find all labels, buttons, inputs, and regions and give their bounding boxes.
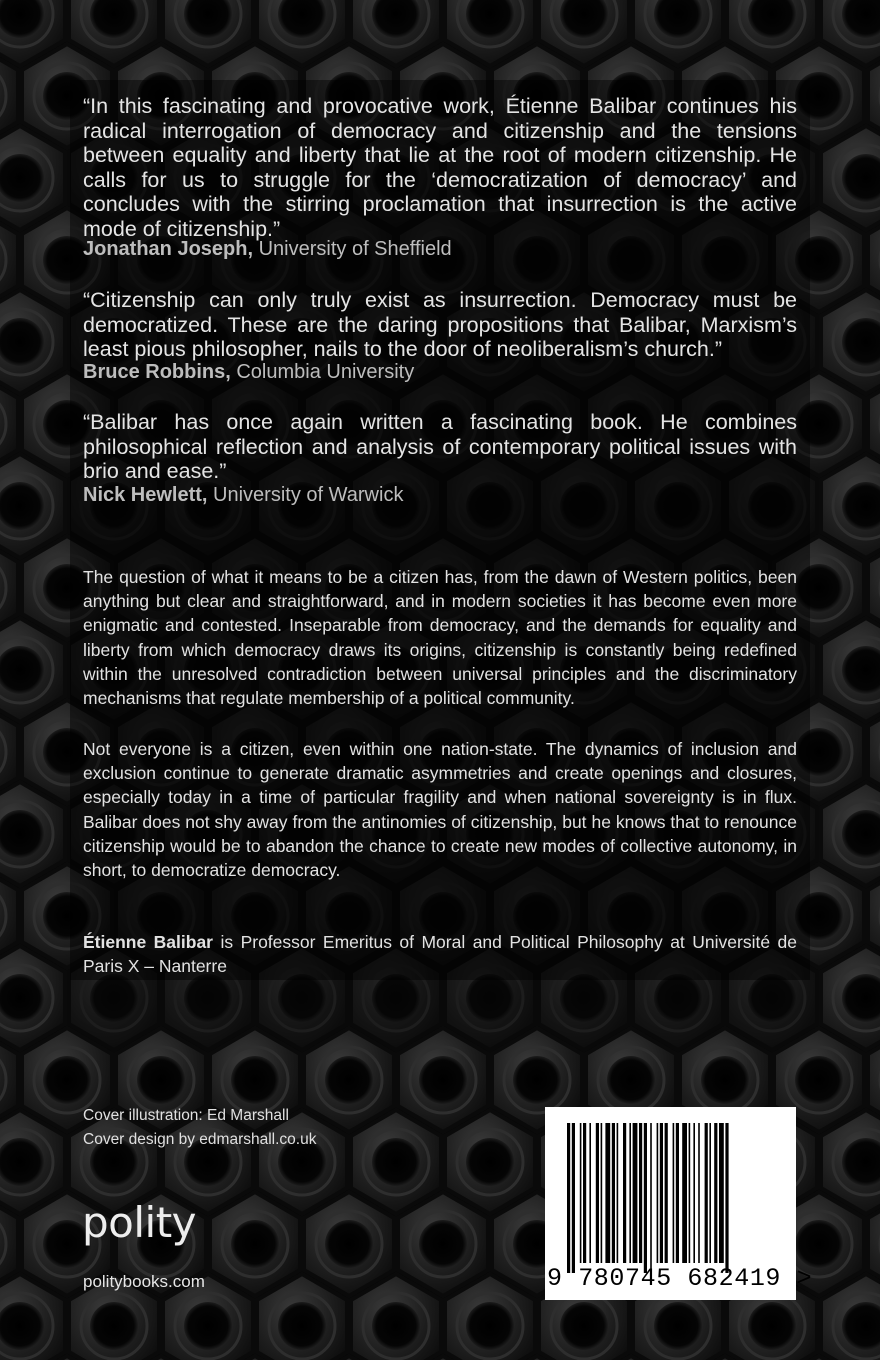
endorsement-attribution-3 [83, 483, 403, 507]
isbn-barcode [545, 1107, 813, 1300]
author-bio-text: is Professor Emeritus of Moral and Political Philosophy at Université de Paris X – Nanterre [83, 932, 797, 977]
barcode-bar [633, 1123, 638, 1263]
barcode-bar [705, 1123, 708, 1263]
barcode-bar [629, 1123, 631, 1263]
barcode-bar [714, 1123, 717, 1263]
barcode-bar [665, 1123, 668, 1263]
barcode-bar [709, 1123, 711, 1263]
barcode-bar [698, 1123, 700, 1263]
cover-illustration-credit: Cover illustration: Ed Marshall [83, 1107, 289, 1124]
barcode-bar [612, 1123, 615, 1263]
barcode-bar [601, 1123, 603, 1263]
barcode-bar [725, 1123, 728, 1273]
barcode-bar [589, 1123, 591, 1263]
endorser-affiliation: University of Sheffield [258, 238, 452, 260]
barcode-bar [660, 1123, 663, 1263]
barcode-bar [693, 1123, 695, 1263]
barcode-bar [639, 1123, 642, 1263]
barcode-bar [623, 1123, 626, 1263]
barcode-bar [572, 1123, 575, 1273]
endorsement-attribution-1 [83, 237, 452, 261]
author-bio [83, 930, 797, 978]
blurb-paragraph-1: The question of what it means to be a citizen has, from the dawn of Western politics, been anything but clear and straightforward, and in modern societies it has become even more enigmatic and contested. Inseparable from democracy, and the demands for equality and liberty from which democracy draws its origins, citizenship is constantly being redefined within the unresolved contradiction between universal principles and the discriminatory mechanisms that regulate membership of a political community. [83, 567, 797, 709]
barcode-bar [644, 1123, 647, 1273]
barcode-bar [682, 1123, 687, 1263]
endorsement-attribution-2 [83, 360, 414, 384]
barcode-bar [617, 1123, 619, 1263]
barcode-bar [676, 1123, 679, 1263]
endorser-affiliation: University of Warwick [213, 484, 404, 506]
endorser-name: Nick Hewlett, [83, 484, 208, 506]
endorsement-quote-2: “Citizenship can only truly exist as insurrection. Democracy must be democratized. These are the daring propositions that Balibar, Marxism’s least pious philosopher, nails to the door of neoliberalism’s church.” [83, 288, 797, 361]
author-name: Étienne Balibar [83, 932, 213, 952]
blurb-paragraph-2: Not everyone is a citizen, even within one nation-state. The dynamics of inclusion and exclusion continue to generate dramatic asymmetries and create openings and closures, especially today in a time of particular fragility and when national sovereignty is in flux. Balibar does not shy away from the antinomies of citizenship, but he knows that to renounce citizenship would be to abandon the chance to create new modes of collective autonomy, in short, to democratize democracy. [83, 739, 797, 881]
barcode-bar [605, 1123, 610, 1263]
barcode-bar [596, 1123, 599, 1263]
barcode-bar [689, 1123, 691, 1263]
cover-design-credit: Cover design by edmarshall.co.uk [83, 1131, 317, 1148]
endorser-name: Bruce Robbins, [83, 361, 231, 383]
barcode-bar [583, 1123, 586, 1263]
publisher-website: politybooks.com [83, 1272, 205, 1291]
endorsement-quote-3: “Balibar has once again written a fascinating book. He combines philosophical reflection and analysis of contemporary political issues with brio and ease.” [83, 410, 797, 483]
barcode-bar [567, 1123, 570, 1273]
isbn-digits: 9 780745 682419 > [547, 1264, 813, 1293]
barcode-bar [580, 1123, 582, 1263]
barcode-bar [657, 1123, 659, 1263]
endorser-affiliation: Columbia University [236, 361, 415, 383]
barcode-bar [719, 1123, 724, 1263]
barcode-bar [650, 1123, 652, 1273]
endorser-name: Jonathan Joseph, [83, 238, 254, 260]
polity-logo: polity [82, 1198, 197, 1247]
endorsement-quote-1: “In this fascinating and provocative work, Étienne Balibar continues his radical interrogation of democracy and citizenship and the tensions between equality and liberty that lie at the root of modern citizenship. He calls for us to struggle for the ‘democratization of democracy’ and concludes with the stirring proclamation that insurrection is the active mode of citizenship.” [83, 94, 797, 241]
barcode-bar [673, 1123, 675, 1263]
